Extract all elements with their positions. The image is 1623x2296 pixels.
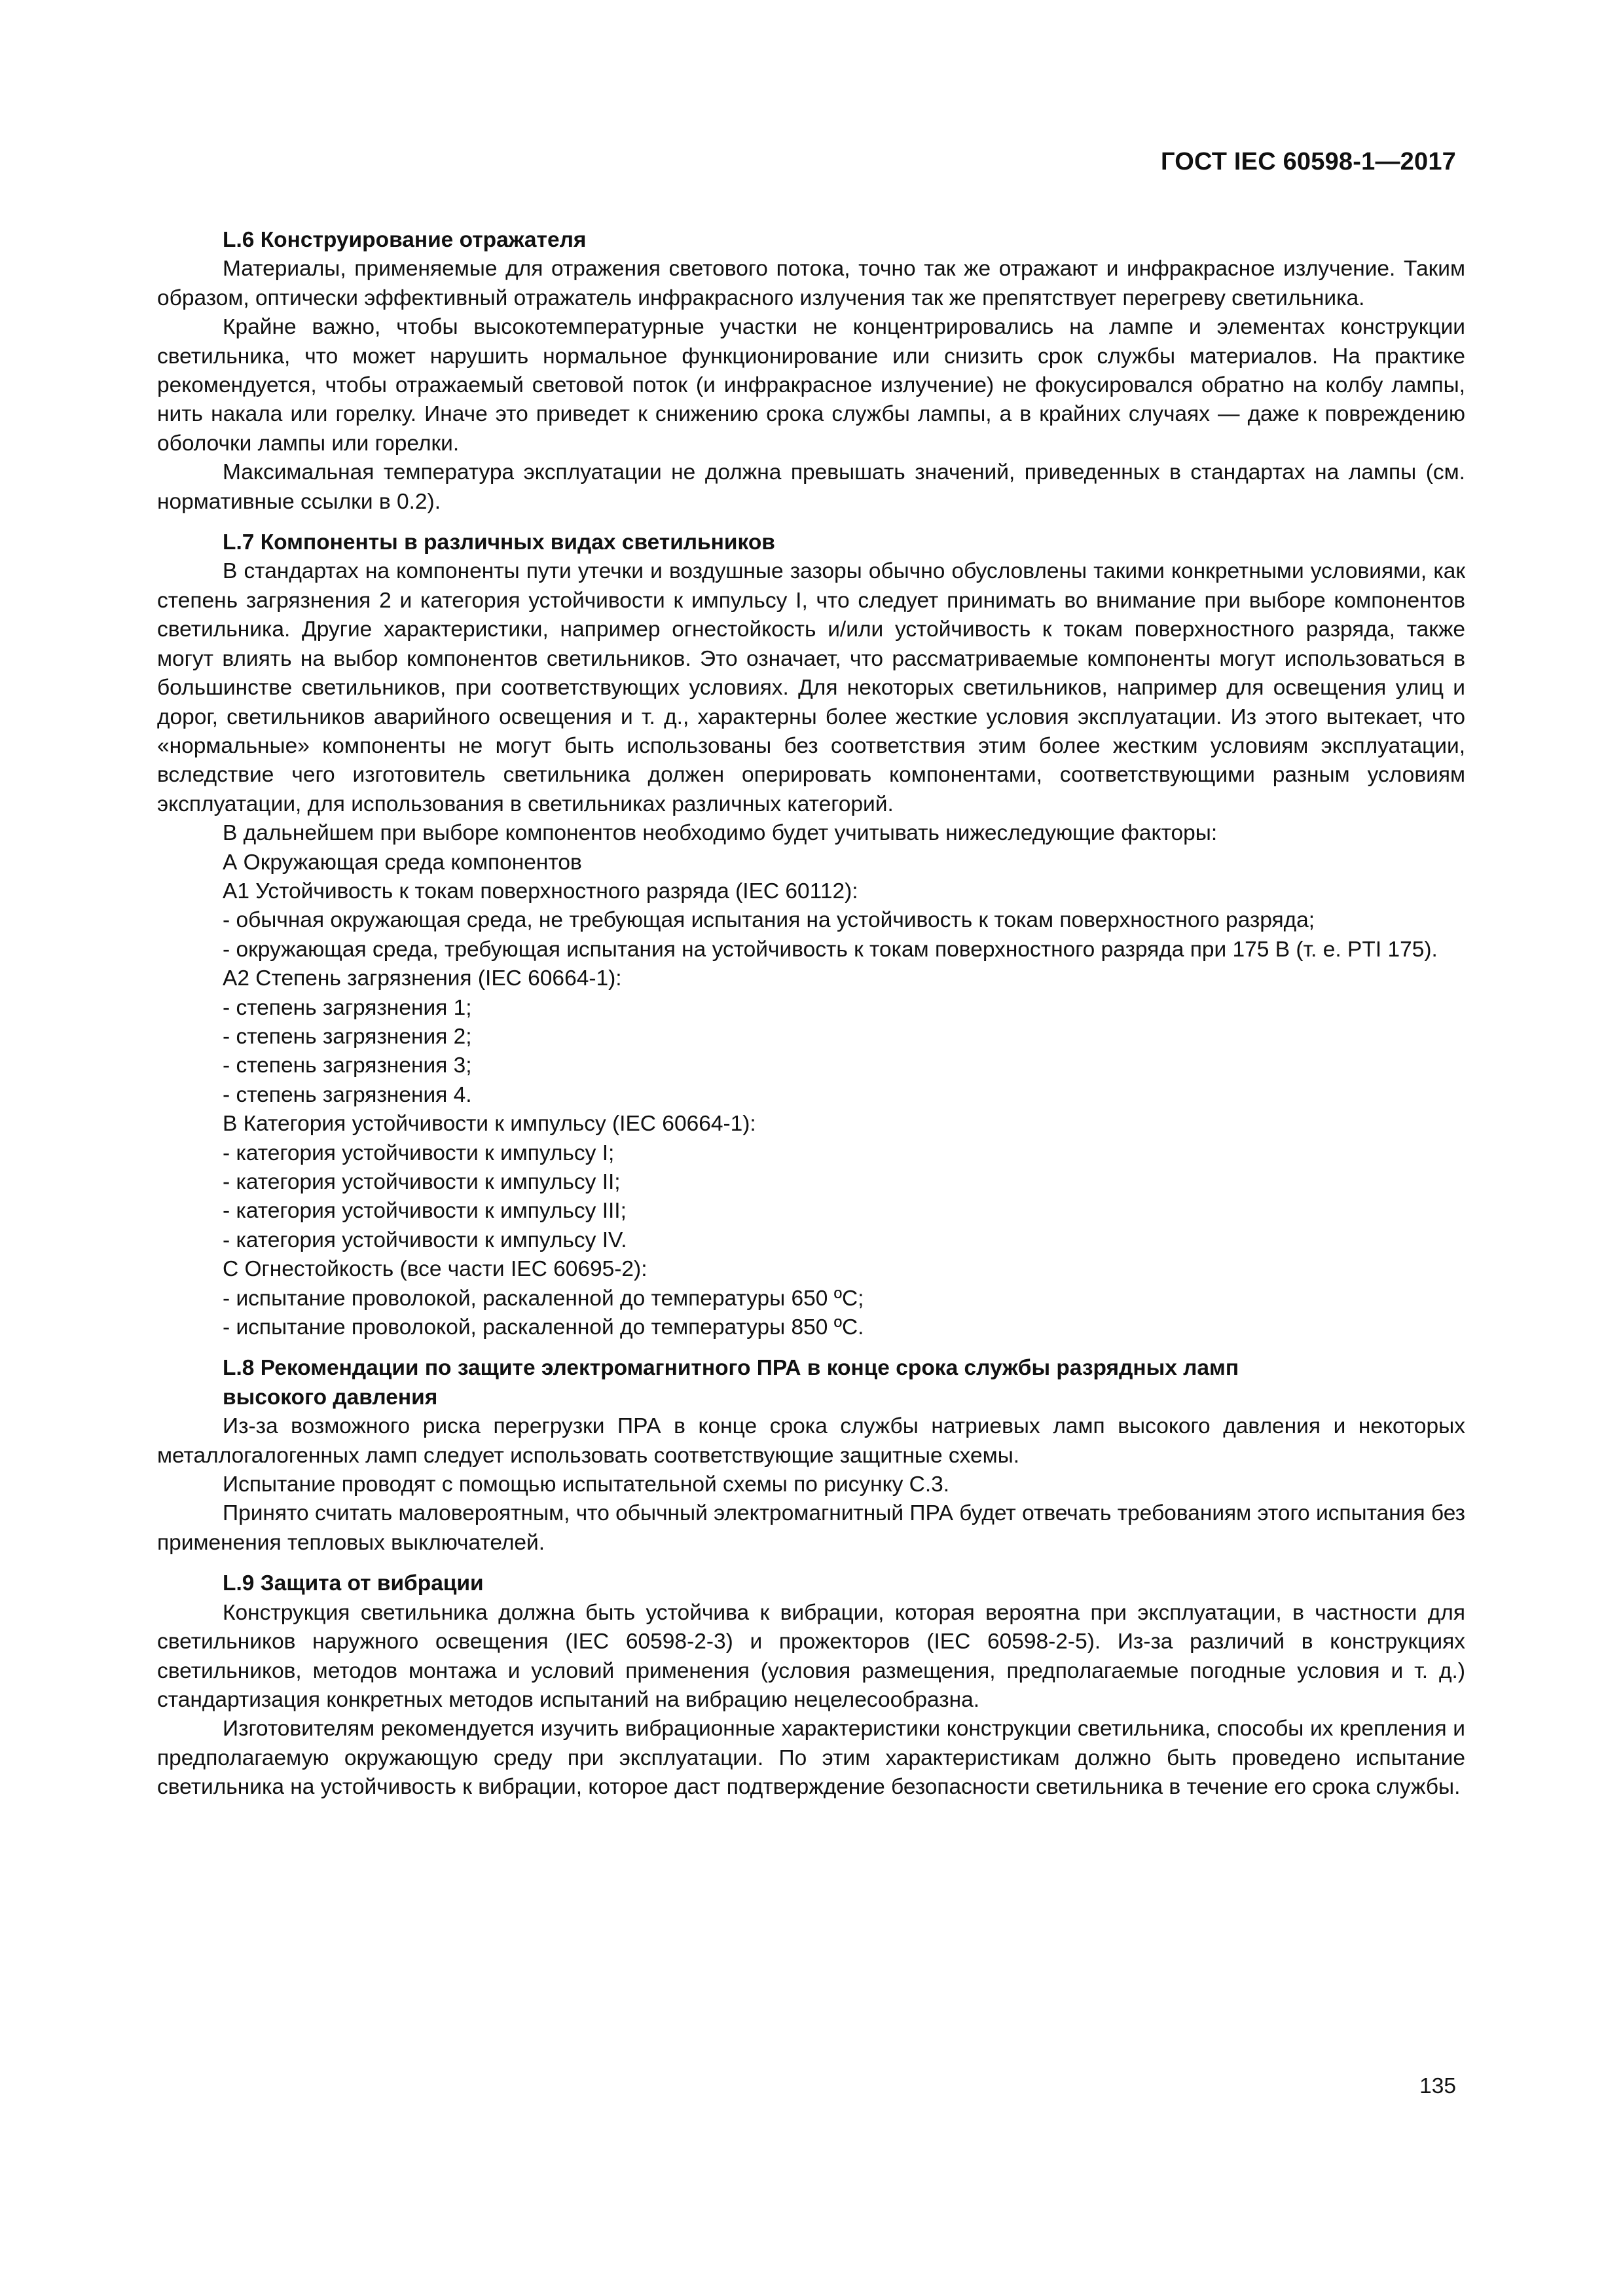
list-item: - окружающая среда, требующая испытания на устойчивость к токам поверхностного разряда при 175 В (т. е. PTI 175). [223, 937, 1438, 962]
list-item: - обычная окружающая среда, не требующая испытания на устойчивость к токам поверхностного разряда; [223, 908, 1315, 933]
section-heading-l9: L.9 Защита от вибрации [223, 1571, 484, 1596]
list-item: - категория устойчивости к импульсу III; [223, 1199, 627, 1224]
section-heading-l7: L.7 Компоненты в различных видах светильников [223, 530, 775, 555]
list-item: - категория устойчивости к импульсу I; [223, 1140, 615, 1165]
paragraph: Из-за возможного риска перегрузки ПРА в конце срока службы натриевых ламп высокого давления и некоторых металлогалогенных ламп следует использовать соответствующие защитные схемы. [157, 1414, 1465, 1468]
document-header: ГОСТ IEC 60598-1—2017 [1161, 148, 1456, 175]
list-item: - категория устойчивости к импульсу IV. [223, 1228, 627, 1252]
list-item: - степень загрязнения 4. [223, 1082, 472, 1107]
paragraph: В стандартах на компоненты пути утечки и воздушные зазоры обычно обусловлены такими конкретными условиями, как степень загрязнения 2 и категория устойчивости к импульсу I, что следует принимать во внимание при выборе компонентов светильника. Другие характеристики, например огнестойкость и/или устойчивость к токам поверхностного разряда, также могут влиять на выбор компонентов светильников. Это означает, что рассматриваемые компоненты могут использоваться в большинстве светильников, при соответствующих условиях. Для некоторых светильников, например для освещения улиц и дорог, светильников аварийного освещения и т. д., характерны более жесткие условия эксплуатации. Из этого вытекает, что «нормальные» компоненты не могут быть использованы без соответствия этим более жестким условиям эксплуатации, вследствие чего изготовитель светильника должен оперировать компонентами, соответствующими разным условиям эксплуатации, для использования в светильниках различных категорий. [157, 559, 1465, 816]
section-heading-l8 [157, 1354, 1465, 1412]
list-item: - степень загрязнения 3; [223, 1053, 472, 1078]
list-heading: А Окружающая среда компонентов [223, 850, 582, 875]
section-heading-l6: L.6 Конструирование отражателя [223, 228, 587, 252]
list-item: - категория устойчивости к импульсу II; [223, 1170, 621, 1194]
list-heading: С Огнестойкость (все части IEC 60695-2): [223, 1257, 647, 1282]
paragraph: Принято считать маловероятным, что обычный электромагнитный ПРА будет отвечать требованиям этого испытания без применения тепловых выключателей. [157, 1501, 1465, 1555]
list-heading: А2 Степень загрязнения (IEC 60664-1): [223, 966, 622, 991]
paragraph: Крайне важно, чтобы высокотемпературные участки не концентрировались на лампе и элементах конструкции светильника, что может нарушить нормальное функционирование или снизить срок службы материалов. На практике рекомендуется, чтобы отражаемый световой поток (и инфракрасное излучение) не фокусировался обратно на колбу лампы, нить накала или горелку. Иначе это приведет к снижению срока службы лампы, а в крайних случаях — даже к повреждению оболочки лампы или горелки. [157, 315, 1465, 456]
list-item: - испытание проволокой, раскаленной до температуры 850 ºС. [223, 1315, 864, 1340]
paragraph: Максимальная температура эксплуатации не должна превышать значений, приведенных в стандартах на лампы (см. нормативные ссылки в 0.2). [157, 460, 1465, 514]
list-item: - степень загрязнения 1; [223, 995, 472, 1020]
page-number: 135 [1419, 2074, 1456, 2098]
list-item: - испытание проволокой, раскаленной до температуры 650 ºС; [223, 1286, 864, 1311]
list-item: - степень загрязнения 2; [223, 1024, 472, 1049]
document-body [157, 226, 1465, 1802]
list-heading: А1 Устойчивость к токам поверхностного разряда (IEC 60112): [223, 879, 858, 903]
paragraph: В дальнейшем при выборе компонентов необходимо будет учитывать нижеследующие факторы: [223, 821, 1218, 846]
paragraph: Изготовителям рекомендуется изучить вибрационные характеристики конструкции светильника, способы их крепления и предполагаемую окружающую среду при эксплуатации. По этим характеристикам должно быть проведено испытание светильника на устойчивость к вибрации, которое даст подтверждение безопасности светильника в течение его срока службы. [157, 1717, 1465, 1800]
paragraph: Материалы, применяемые для отражения светового потока, точно так же отражают и инфракрасное излучение. Таким образом, оптически эффективный отражатель инфракрасного излучения так же препятствует перегреву светильника. [157, 257, 1465, 310]
section-heading-l8-line2: высокого давления [223, 1385, 438, 1410]
paragraph: Испытание проводят с помощью испытательной схемы по рисунку С.3. [223, 1472, 950, 1497]
section-heading-l8-line1: L.8 Рекомендации по защите электромагнитного ПРА в конце срока службы разрядных ламп [223, 1356, 1239, 1381]
list-heading: В Категория устойчивости к импульсу (IEC 60664-1): [223, 1112, 756, 1137]
paragraph: Конструкция светильника должна быть устойчива к вибрации, которая вероятна при эксплуатации, в частности для светильников наружного освещения (IEC 60598-2-3) и прожекторов (IEC 60598-2-5). Из-за различий в конструкциях светильников, методов монтажа и условий применения (условия размещения, предполагаемые погодные условия и т. д.) стандартизация конкретных методов испытаний на вибрацию нецелесообразна. [157, 1600, 1465, 1712]
